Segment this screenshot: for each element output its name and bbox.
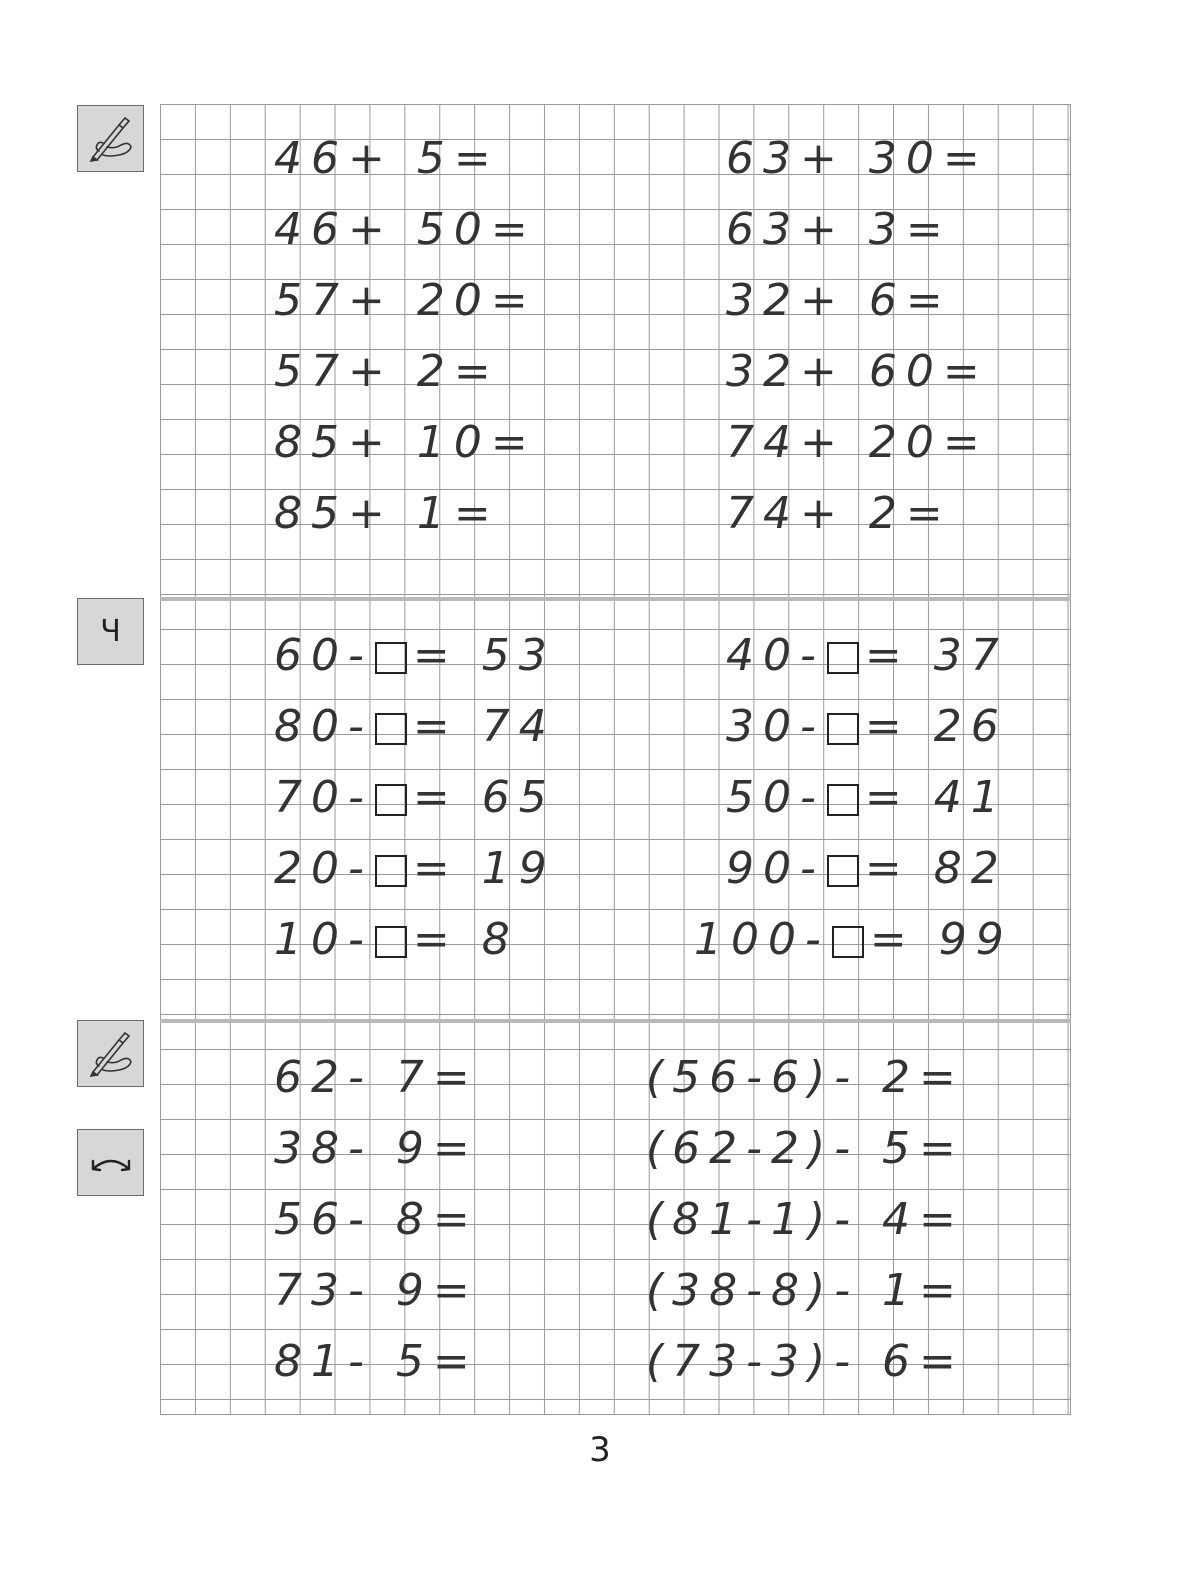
expression: 74+ 20= (726, 417, 989, 468)
box-equation: 20- = 19 (274, 843, 556, 894)
minuend: 70 (274, 772, 348, 823)
expression: 62- 7= (274, 1052, 479, 1103)
box-equation: 90- = 82 (726, 843, 1008, 894)
section-divider-2 (160, 1019, 1071, 1023)
result: 41 (933, 772, 1008, 823)
box-equation: 30- = 26 (726, 701, 1008, 752)
box-equation: 100- = 99 (694, 914, 1013, 965)
box-equation: 40- = 37 (726, 630, 1008, 681)
expression: 74+ 2= (726, 488, 952, 539)
expression: 57+ 2= (274, 346, 500, 397)
expression: 85+ 1= (274, 488, 500, 539)
box-equation: 50- = 41 (726, 772, 1008, 823)
result: 19 (481, 843, 556, 894)
answer-box[interactable] (827, 855, 859, 887)
curved-arrow-icon (77, 1129, 144, 1196)
expression: 81- 5= (274, 1336, 479, 1387)
answer-box[interactable] (375, 713, 407, 745)
minuend: 90 (726, 843, 800, 894)
result: 65 (481, 772, 556, 823)
answer-box[interactable] (832, 926, 864, 958)
box-equation: 10- = 8 (274, 914, 519, 965)
minuend: 60 (274, 630, 348, 681)
page-number: 3 (589, 1430, 611, 1470)
result: 99 (938, 914, 1013, 965)
minuend: 10 (274, 914, 348, 965)
expression: 63+ 3= (726, 204, 952, 255)
box-equation: 80- = 74 (274, 701, 556, 752)
minuend: 40 (726, 630, 800, 681)
minuend: 100 (694, 914, 805, 965)
answer-box[interactable] (375, 642, 407, 674)
answer-box[interactable] (375, 926, 407, 958)
expression: 32+ 6= (726, 275, 952, 326)
letter-icon (77, 598, 144, 665)
minuend: 30 (726, 701, 800, 752)
expression: 38- 9= (274, 1123, 479, 1174)
result: 82 (933, 843, 1008, 894)
box-equation: 70- = 65 (274, 772, 556, 823)
expression: (56-6)- 2= (646, 1052, 965, 1103)
expression: 56- 8= (274, 1194, 479, 1245)
result: 8 (481, 914, 519, 965)
result: 37 (933, 630, 1008, 681)
result: 53 (481, 630, 556, 681)
pencil-hand-icon (77, 105, 144, 172)
result: 26 (933, 701, 1008, 752)
minuend: 50 (726, 772, 800, 823)
minuend: 80 (274, 701, 348, 752)
minuend: 20 (274, 843, 348, 894)
section-divider-1 (160, 597, 1071, 601)
expression: (81-1)- 4= (646, 1194, 965, 1245)
result: 74 (481, 701, 556, 752)
answer-box[interactable] (827, 642, 859, 674)
expression: 63+ 30= (726, 133, 989, 184)
expression: (62-2)- 5= (646, 1123, 965, 1174)
expression: 32+ 60= (726, 346, 989, 397)
answer-box[interactable] (827, 784, 859, 816)
answer-box[interactable] (375, 855, 407, 887)
answer-box[interactable] (375, 784, 407, 816)
expression: 73- 9= (274, 1265, 479, 1316)
expression: (73-3)- 6= (646, 1336, 965, 1387)
pencil-hand-icon (77, 1020, 144, 1087)
icon-letter: Ч (100, 614, 121, 649)
answer-box[interactable] (827, 713, 859, 745)
expression: 85+ 10= (274, 417, 537, 468)
box-equation: 60- = 53 (274, 630, 556, 681)
expression: 46+ 5= (274, 133, 500, 184)
expression: 46+ 50= (274, 204, 537, 255)
expression: 57+ 20= (274, 275, 537, 326)
expression: (38-8)- 1= (646, 1265, 965, 1316)
